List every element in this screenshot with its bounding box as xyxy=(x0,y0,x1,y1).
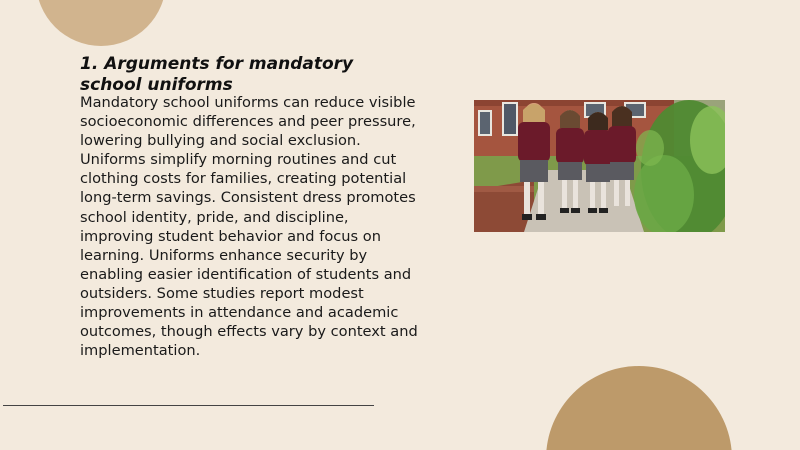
divider-line xyxy=(3,405,374,406)
slide-body-text: Mandatory school uniforms can reduce visible socioeconomic differences and peer pressure, lowering bullying and social exclusion. Uniforms simplify morning routines and cut clothing costs for families, creating potential long-term savings. Consistent dress promotes school identity, pride, and discipline, improving student behavior and focus on learning. Uniforms enhance security by enabling easier identification of students and outsiders. Some studies report modest improvements in attendance and academic outcomes, though effects vary by context and implementation. xyxy=(80,94,418,360)
decorative-circle-top xyxy=(36,0,166,46)
slide-title: 1. Arguments for mandatory school uniforms xyxy=(80,54,354,95)
students-photo xyxy=(474,100,725,232)
decorative-circle-bottom xyxy=(546,366,732,450)
students-photo-illustration xyxy=(474,100,725,232)
